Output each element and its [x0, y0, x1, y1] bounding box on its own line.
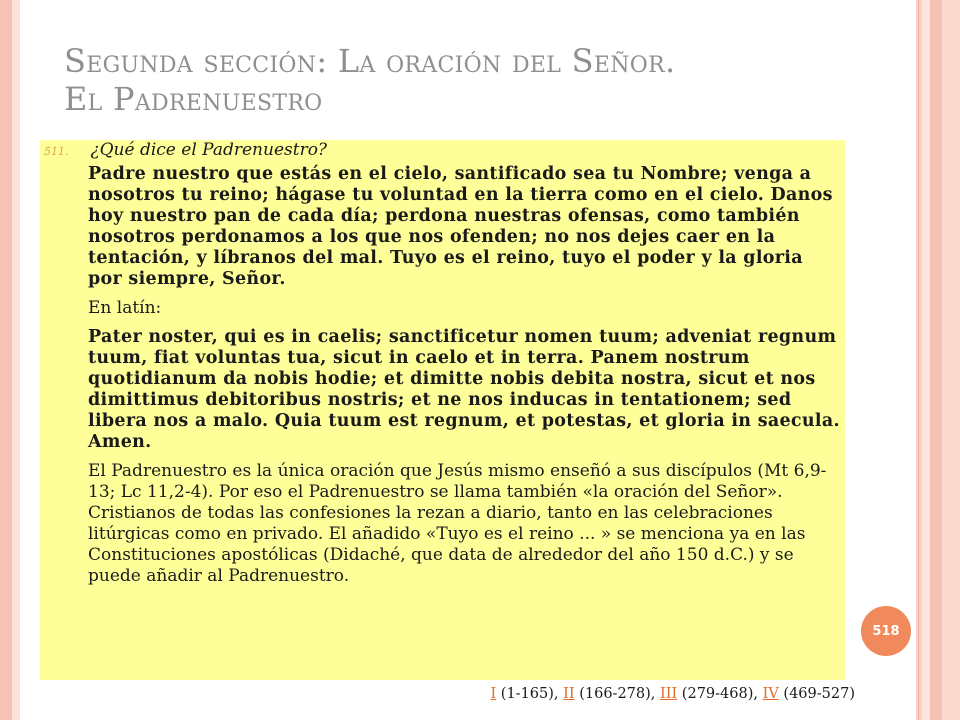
prayer-spanish: Padre nuestro que estás en el cielo, santificado sea tu Nombre; venga a nosotros tu reino; hágase tu voluntad en la tierra como en el cielo. Danos hoy nuestro pan de cada día; perdona nuestras ofensas, como también nosotros perdonamos a los que nos ofenden; no nos dejes caer en la tentación, y líbranos del mal. Tuyo es el reino, tuyo el poder y la gloria por siempre, Señor. — [88, 164, 833, 289]
latin-label: En latín: — [88, 298, 162, 318]
footer-link-part-2[interactable]: II — [563, 686, 575, 702]
prayer-latin: Pater noster, qui es in caelis; sanctificetur nomen tuum; adveniat regnum tuum, fiat voluntas tua, sicut in caelo et in terra. Panem nostrum quotidianum da nobis hodie; et dimitte nobis debita nostra, sicut et nos dimittimus debitoribus nostris; et ne nos inducas in tentationem; sed libera nos a malo. Quia tuum est regnum, et potestas, et gloria in saecula. Amen. — [88, 327, 840, 452]
right-border-decoration — [916, 0, 960, 720]
footer-range-part-4: (469-527) — [778, 686, 855, 702]
footer-navigation — [395, 686, 855, 702]
footer-range-part-2: (166-278), — [574, 686, 661, 702]
right-border-line — [918, 0, 919, 720]
page-number-badge: 518 — [861, 606, 911, 656]
question-text: ¿Qué dice el Padrenuestro? — [90, 140, 328, 160]
slide-title-line-2: El Padrenuestro — [64, 80, 323, 118]
slide-title-line-1: Segunda sección: La oración del Señor. — [64, 42, 676, 80]
slide-title — [64, 42, 884, 118]
footer-range-part-1: (1-165), — [496, 686, 564, 702]
footer-range-part-3: (279-468), — [677, 686, 763, 702]
footer-link-part-4[interactable]: IV — [762, 686, 779, 702]
question-line — [44, 140, 834, 160]
answer-content — [88, 164, 840, 595]
left-border-decoration — [0, 0, 20, 720]
question-number: 511. — [44, 145, 69, 158]
explanation-text: El Padrenuestro es la única oración que Jesús mismo enseñó a sus discípulos (Mt 6,9-13; Lc 11,2-4). Por eso el Padrenuestro se llama también «la oración del Señor». Cristianos de todas las confesiones la rezan a diario, tanto en las celebraciones litúrgicas como en privado. El añadido «Tuyo es el reino ... » se menciona ya en las Constituciones apostólicas (Didaché, que data de alrededor del año 150 d.C.) y se puede añadir al Padrenuestro. — [88, 461, 827, 586]
footer-link-part-3[interactable]: III — [660, 686, 678, 702]
footer-link-part-1[interactable]: I — [490, 686, 497, 702]
